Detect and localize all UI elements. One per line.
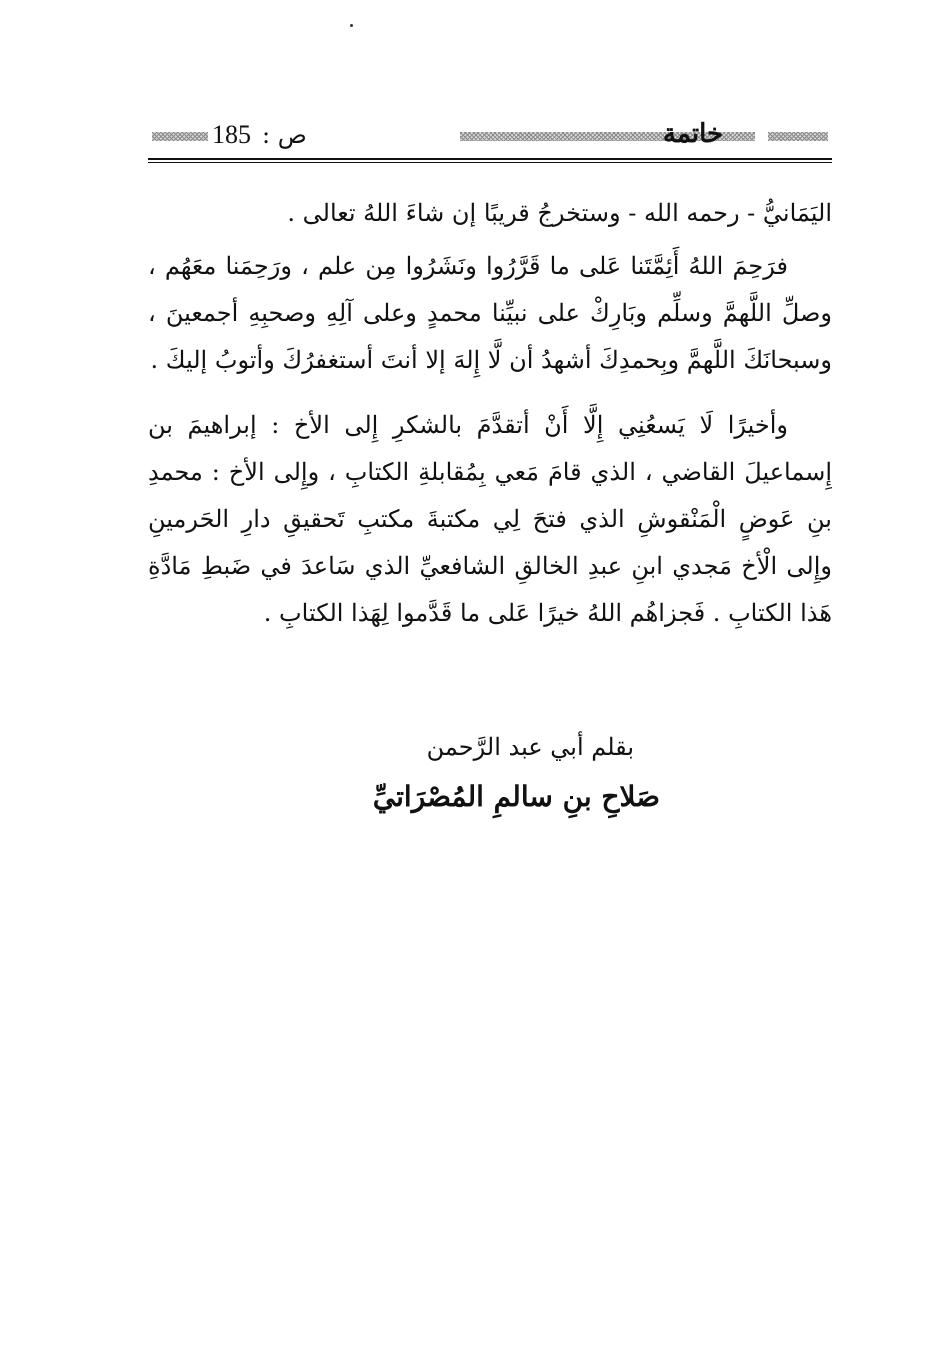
- header-ornament-right: [768, 132, 828, 141]
- chapter-title: خاتمة: [662, 119, 724, 149]
- header-ornament-left: [152, 132, 208, 141]
- header-rule: [148, 158, 832, 163]
- signature-block: [200, 725, 660, 821]
- body-text: [148, 190, 832, 655]
- page-number-prefix: ص :: [262, 121, 307, 149]
- signature-author-name: صَلاحِ بنِ سالمِ المُصْرَاتيِّ: [372, 780, 660, 813]
- paragraph-acknowledgements: وأخيرًا لَا يَسعُنِي إِلَّا أَنْ أتقدَّمَ بالشكرِ إِلى الأخ : إبراهيمَ بن إِسماعيلَ القاضي ، الذي قامَ مَعي بِمُقابلةِ الكتابِ ، وإِلى الأخ : محمدِ بنِ عَوضٍ الْمَنْقوشِ الذي فتحَ لِي مكتبةَ مكتبِ تَحقيقِ دارِ الحَرمينِ وإِلى الْأخ مَجدي ابنِ عبدِ الخالقِ الشافعيِّ الذي سَاعدَ في ضَبطِ مَادَّةِ هَذا الكتابِ . فَجزاهُم اللهُ خيرًا عَلى ما قَدَّموا لِهَذا الكتابِ .: [148, 411, 832, 627]
- page-number: 185: [212, 120, 251, 149]
- scan-speck: [350, 24, 353, 27]
- signature-byline: بقلم أبي عبد الرَّحمن: [426, 733, 634, 761]
- running-header: [148, 118, 832, 158]
- paragraph-prayer: فرَحِمَ اللهُ أَئِمَّتَنا عَلى ما قَرَّرُوا ونَشَرُوا مِن علم ، ورَحِمَنا معَهُم ، وصلِّ اللَّهمَّ وسلِّم وبَارِكْ على نبيِّنا محمدٍ وعلى آلِهِ وصحبِهِ أجمعينَ ، وسبحانَكَ اللَّهمَّ وبِحمدِكَ أشهدُ أن لَّا إِلهَ إلا أنتَ أستغفرُكَ وأتوبُ إليكَ .: [148, 252, 832, 374]
- paragraph-continuation: اليَمَانيُّ - رحمه الله - وستخرجُ قريبًا إن شاءَ اللهُ تعالى .: [287, 199, 832, 227]
